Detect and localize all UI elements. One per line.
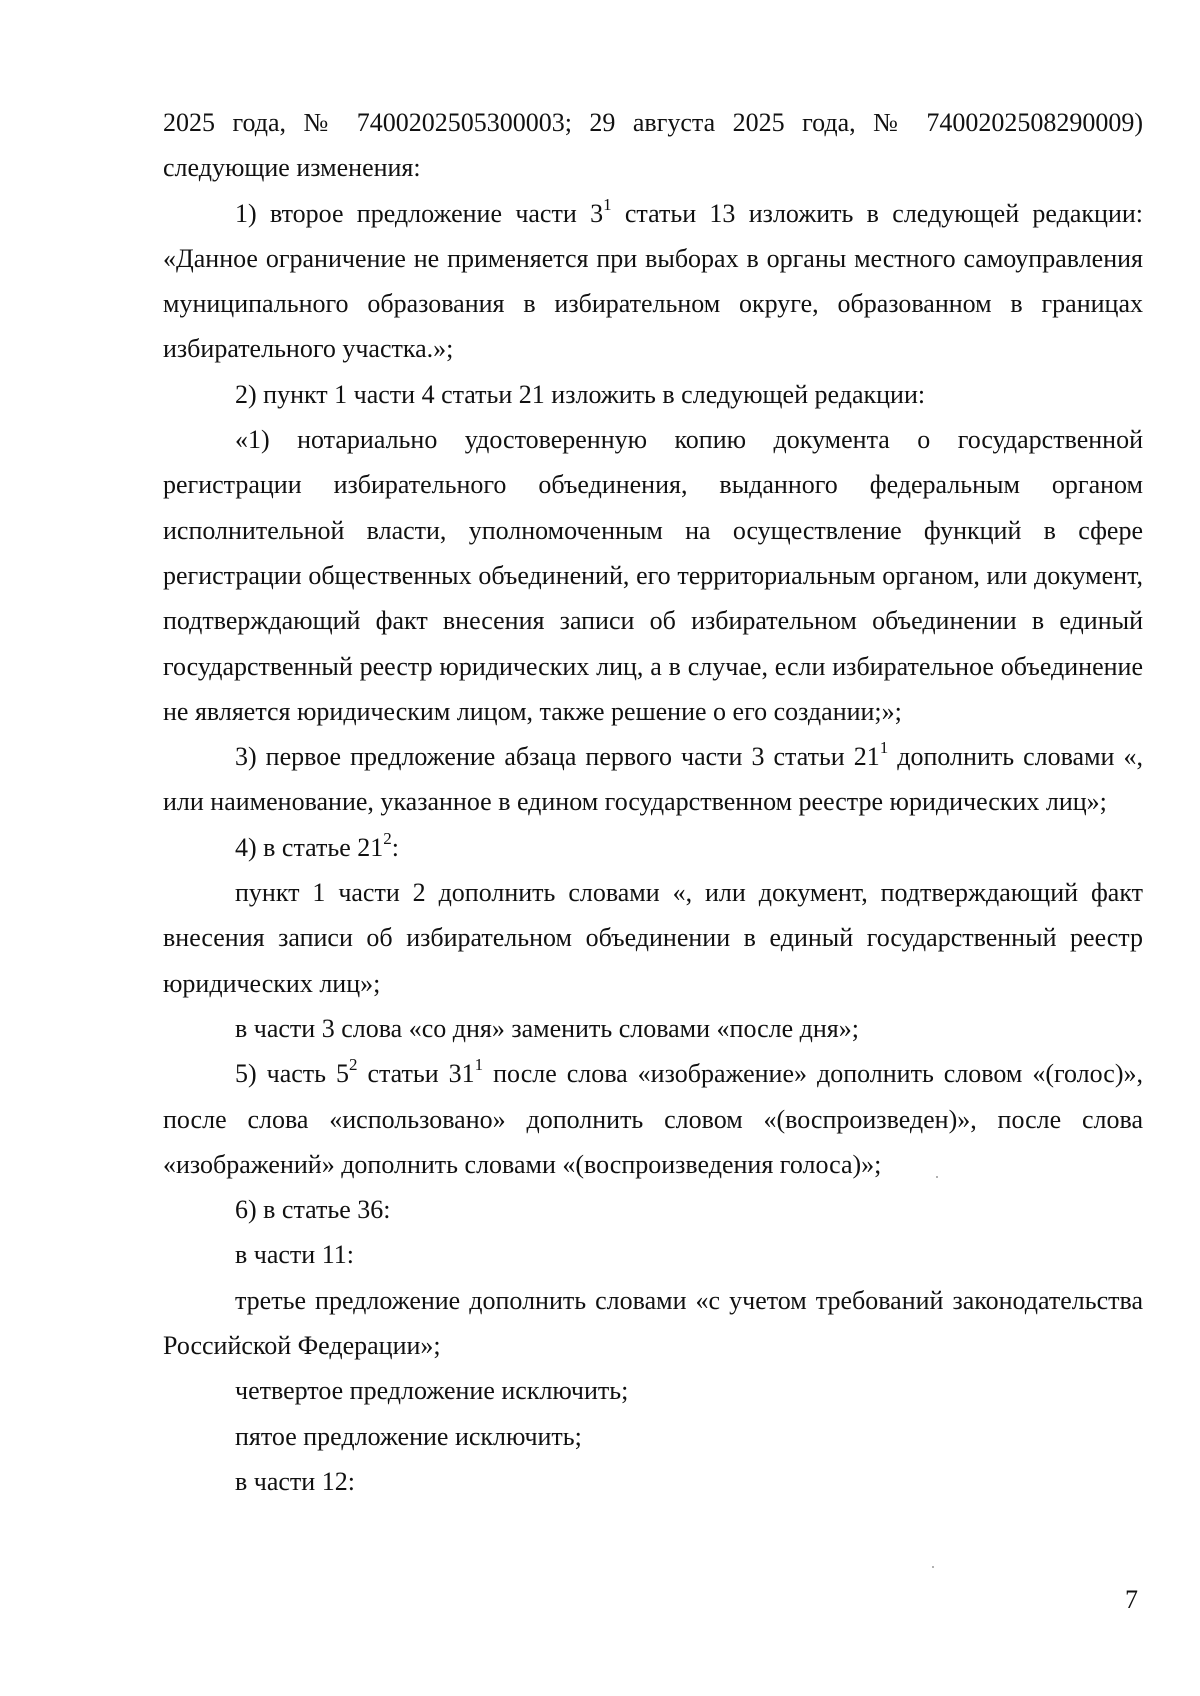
amendment-item-4 <box>163 825 1143 870</box>
text-segment: 6) в статье 36: <box>235 1195 391 1225</box>
text-segment: 1) второе предложение части 3 <box>235 198 604 228</box>
text-segment: 2) пункт 1 части 4 статьи 21 изложить в следующей редакции: <box>235 379 926 409</box>
amendment-item-6 <box>163 1187 1143 1232</box>
text-segment: третье предложение дополнить словами «с учетом требований законодательства Российской Федерации»; <box>163 1285 1143 1361</box>
superscript: 1 <box>474 1055 484 1075</box>
text-segment: пятое предложение исключить; <box>235 1421 582 1451</box>
quoted-clause-1 <box>163 417 1143 734</box>
scan-speck <box>932 1566 934 1568</box>
subitem-third-sentence <box>163 1278 1143 1369</box>
scan-speck <box>936 1176 938 1178</box>
text-segment: в части 3 слова «со дня» заменить словами «после дня»; <box>235 1013 859 1043</box>
subitem-point-1-part-2 <box>163 870 1143 1006</box>
amendment-item-2 <box>163 372 1143 417</box>
text-segment: 3) первое предложение абзаца первого части 3 статьи 21 <box>235 742 880 772</box>
text-segment: 4) в статье 21 <box>235 832 384 862</box>
text-segment: : <box>391 832 400 862</box>
superscript: 1 <box>879 738 889 758</box>
text-segment: в части 11: <box>235 1240 354 1270</box>
amendment-item-1 <box>163 191 1143 372</box>
subitem-part-11 <box>163 1232 1143 1277</box>
text-segment: 5) часть 5 <box>235 1059 349 1089</box>
amendment-item-3 <box>163 734 1143 825</box>
superscript: 2 <box>383 828 392 848</box>
text-segment: четвертое предложение исключить; <box>235 1376 629 1406</box>
text-segment: дополнить словами «, или наименование, указанное в едином государственном реестре юридических лиц»; <box>163 742 1143 817</box>
subitem-part-12 <box>163 1459 1143 1504</box>
text-segment: статьи 13 изложить в следующей редакции: «Данное ограничение не применяется при выборах в органы местного самоуправления муниципального образования в избирательном округе, образованном в границах избирательного участка.»; <box>163 198 1143 364</box>
superscript: 2 <box>348 1055 358 1075</box>
subitem-fifth-sentence <box>163 1414 1143 1459</box>
document-body <box>163 100 1143 1504</box>
text-segment: в части 12: <box>235 1466 355 1496</box>
text-segment: пункт 1 части 2 дополнить словами «, или документ, подтверждающий факт внесения записи об избирательном объединении в единый государственный реестр юридических лиц»; <box>163 878 1143 998</box>
superscript: 1 <box>603 194 612 214</box>
text-segment: после слова «изображение» дополнить словом «(голос)», после слова «использовано» дополнить словом «(воспроизведен)», после слова «изображений» дополнить словами «(воспроизведения голоса)»; <box>163 1059 1143 1179</box>
text-segment: статьи 31 <box>357 1059 475 1089</box>
amendment-item-5 <box>163 1051 1143 1187</box>
subitem-fourth-sentence <box>163 1368 1143 1413</box>
subitem-part-3 <box>163 1006 1143 1051</box>
paragraph-continuation <box>163 100 1143 191</box>
text-segment: 2025 года, № 7400202505300003; 29 августа 2025 года, № 7400202508290009) следующие изменения: <box>163 108 1143 183</box>
page-number: 7 <box>1125 1585 1138 1614</box>
text-segment: «1) нотариально удостоверенную копию документа о государственной регистрации избирательного объединения, выданного федеральным органом исполнительной власти, уполномоченным на осуществление функций в сфере регистрации общественных объединений, его территориальным органом, или документ, подтверждающий факт внесения записи об избирательном объединении в единый государственный реестр юридических лиц, а в случае, если избирательное объединение не является юридическим лицом, также решение о его создании;»; <box>163 425 1143 726</box>
